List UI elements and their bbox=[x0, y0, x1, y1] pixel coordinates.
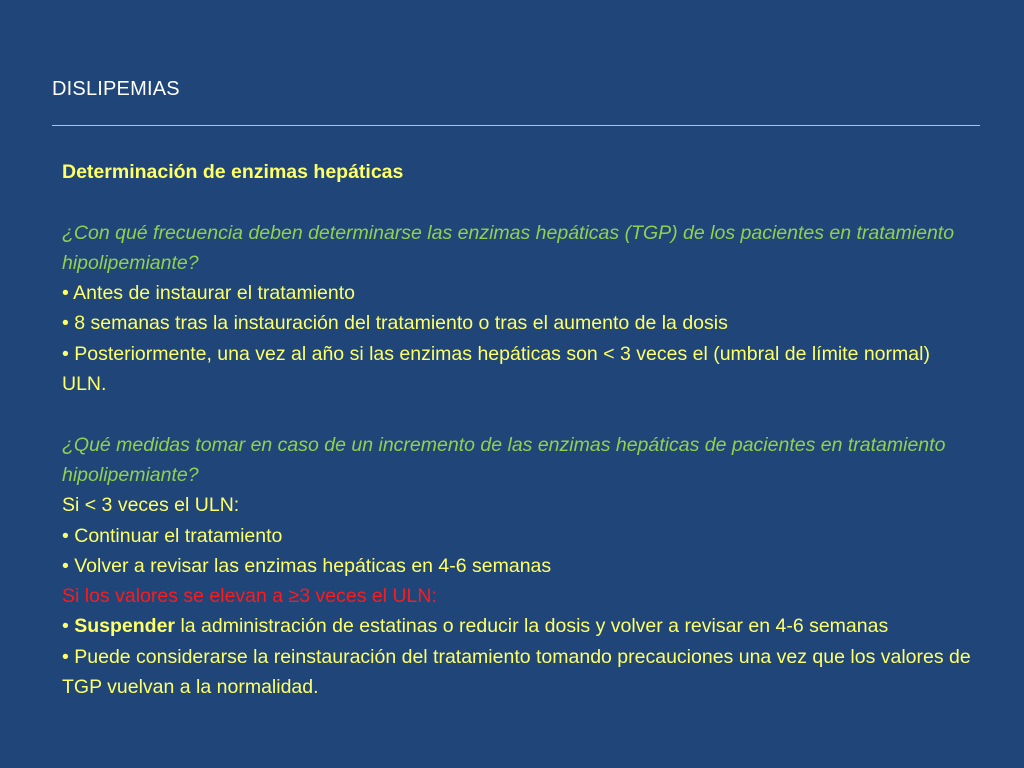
section-title: Determinación de enzimas hepáticas bbox=[62, 161, 404, 183]
case-label-above-3x: Si los valores se elevan a ≥3 veces el ULN: bbox=[62, 585, 437, 608]
slide-header: DISLIPEMIAS bbox=[52, 78, 180, 100]
slide-content bbox=[62, 157, 972, 702]
spacer bbox=[62, 399, 972, 429]
list-item: • Puede considerarse la reinstauración del tratamiento tomando precauciones una vez que los valores de TGP vuelvan a la normalidad. bbox=[62, 645, 971, 699]
list-item: • Antes de instaurar el tratamiento bbox=[62, 282, 355, 305]
question-measures: ¿Qué medidas tomar en caso de un incremento de las enzimas hepáticas de pacientes en tratamiento hipolipemiante? bbox=[62, 433, 946, 486]
suspend-text: la administración de estatinas o reducir la dosis y volver a revisar en 4-6 semanas bbox=[175, 615, 889, 638]
header-divider bbox=[52, 125, 980, 126]
list-item: • 8 semanas tras la instauración del tratamiento o tras el aumento de la dosis bbox=[62, 312, 728, 335]
list-item-suspend bbox=[62, 611, 972, 641]
list-item: • Posteriormente, una vez al año si las enzimas hepáticas son < 3 veces el (umbral de límite normal) ULN. bbox=[62, 342, 930, 396]
question-frequency: ¿Con qué frecuencia deben determinarse las enzimas hepáticas (TGP) de los pacientes en tratamiento hipolipemiante? bbox=[62, 221, 955, 274]
spacer bbox=[62, 187, 972, 217]
case-label-below-3x: Si < 3 veces el ULN: bbox=[62, 494, 240, 517]
bullet: • bbox=[62, 615, 75, 638]
list-item: • Volver a revisar las enzimas hepáticas en 4-6 semanas bbox=[62, 554, 552, 577]
suspend-emphasis: Suspender bbox=[74, 615, 176, 638]
list-item: • Continuar el tratamiento bbox=[62, 524, 283, 547]
